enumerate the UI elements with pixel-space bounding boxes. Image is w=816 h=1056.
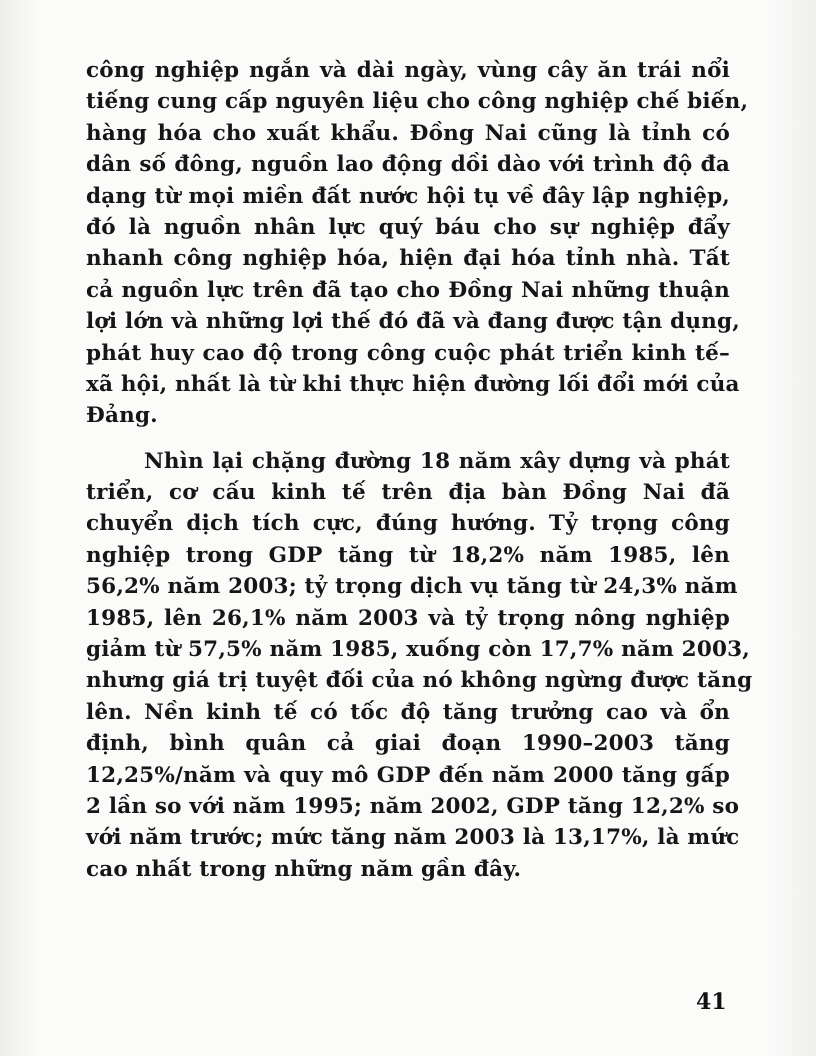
page-number: 41 [696, 989, 727, 1015]
text-line: nghiệp trong GDP tăng từ 18,2% năm 1985, lên [86, 542, 730, 568]
text-line: 56,2% năm 2003; tỷ trọng dịch vụ tăng từ 24,3% năm [86, 574, 738, 600]
text-line: định, bình quân cả giai đoạn 1990–2003 tăng [86, 731, 730, 757]
text-line: dân số đông, nguồn lao động dồi dào với trình độ đa [86, 152, 730, 178]
text-line: Đảng. [86, 403, 158, 429]
text-line: lợi lớn và những lợi thế đó đã và đang được tận dụng, [86, 309, 740, 335]
text-line: 2 lần so với năm 1995; năm 2002, GDP tăng 12,2% so [86, 793, 740, 819]
text-line: triển, cơ cấu kinh tế trên địa bàn Đồng Nai đã [86, 480, 730, 506]
paragraph-2 [86, 446, 753, 885]
text-line: 1985, lên 26,1% năm 2003 và tỷ trọng nông nghiệp [86, 605, 730, 631]
body-text [86, 55, 753, 885]
text-line: cả nguồn lực trên đã tạo cho Đồng Nai những thuận [86, 277, 730, 303]
text-line: công nghiệp ngắn và dài ngày, vùng cây ăn trái nổi [86, 58, 730, 83]
text-line: lên. Nền kinh tế có tốc độ tăng trưởng cao và ổn [86, 699, 730, 725]
text-line: giảm từ 57,5% năm 1985, xuống còn 17,7% năm 2003, [86, 637, 750, 663]
text-line: cao nhất trong những năm gần đây. [86, 856, 522, 882]
text-line: 12,25%/năm và quy mô GDP đến năm 2000 tăng gấp [86, 762, 730, 788]
text-line: tiếng cung cấp nguyên liệu cho công nghiệp chế biến, [86, 89, 749, 115]
text-line: phát huy cao độ trong công cuộc phát triển kinh tế– [86, 340, 730, 366]
text-line: chuyển dịch tích cực, đúng hướng. Tỷ trọng công [86, 511, 730, 537]
paragraph-1 [86, 55, 749, 432]
text-line: xã hội, nhất là từ khi thực hiện đường lối đổi mới của [86, 371, 740, 397]
text-line: đó là nguồn nhân lực quý báu cho sự nghiệp đẩy [86, 214, 730, 240]
paragraph-spacer [86, 432, 730, 446]
text-line: Nhìn lại chặng đường 18 năm xây dựng và phát [144, 448, 730, 474]
text-line: dạng từ mọi miền đất nước hội tụ về đây lập nghiệp, [86, 183, 730, 209]
text-line: với năm trước; mức tăng năm 2003 là 13,17%, là mức [86, 825, 740, 851]
text-line: hàng hóa cho xuất khẩu. Đồng Nai cũng là tỉnh có [86, 120, 730, 146]
text-line: nhanh công nghiệp hóa, hiện đại hóa tỉnh nhà. Tất [86, 246, 730, 272]
text-line: nhưng giá trị tuyệt đối của nó không ngừng được tăng [86, 668, 753, 694]
